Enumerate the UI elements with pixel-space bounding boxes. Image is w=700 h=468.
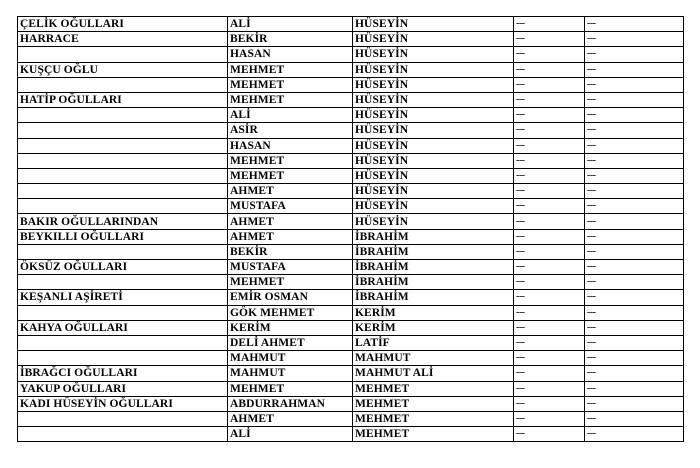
person-name-cell: HASAN: [228, 47, 353, 62]
father-name-cell: MEHMET: [353, 381, 514, 396]
blank-cell: ---: [514, 229, 585, 244]
table-row: [18, 290, 684, 305]
blank-cell: ---: [514, 290, 585, 305]
table-row: [18, 396, 684, 411]
table-row: [18, 351, 684, 366]
blank-cell: ---: [514, 366, 585, 381]
blank-cell: ---: [585, 244, 684, 259]
father-name-cell: HÜSEYİN: [353, 184, 514, 199]
blank-cell: ---: [514, 275, 585, 290]
person-name-cell: ASİR: [228, 123, 353, 138]
blank-cell: ---: [585, 92, 684, 107]
father-name-cell: LATİF: [353, 335, 514, 350]
clan-cell: [18, 335, 228, 350]
clan-cell: KADI HÜSEYİN OĞULLARI: [18, 396, 228, 411]
blank-cell: ---: [585, 381, 684, 396]
clan-cell: [18, 351, 228, 366]
blank-cell: ---: [585, 305, 684, 320]
table-row: [18, 320, 684, 335]
blank-cell: ---: [585, 17, 684, 32]
blank-cell: ---: [585, 411, 684, 426]
clan-cell: [18, 153, 228, 168]
clan-cell: [18, 184, 228, 199]
blank-cell: ---: [585, 335, 684, 350]
table-row: [18, 77, 684, 92]
table-row: [18, 199, 684, 214]
blank-cell: ---: [514, 335, 585, 350]
table-row: [18, 184, 684, 199]
blank-cell: ---: [514, 153, 585, 168]
table-row: [18, 260, 684, 275]
clan-cell: [18, 305, 228, 320]
table-row: [18, 305, 684, 320]
father-name-cell: HÜSEYİN: [353, 214, 514, 229]
blank-cell: ---: [585, 153, 684, 168]
father-name-cell: KERİM: [353, 320, 514, 335]
blank-cell: ---: [585, 32, 684, 47]
person-name-cell: ALİ: [228, 108, 353, 123]
blank-cell: ---: [514, 214, 585, 229]
blank-cell: ---: [585, 427, 684, 442]
table-row: [18, 381, 684, 396]
clan-cell: YAKUP OĞULLARI: [18, 381, 228, 396]
blank-cell: ---: [585, 184, 684, 199]
blank-cell: ---: [585, 275, 684, 290]
blank-cell: ---: [585, 366, 684, 381]
father-name-cell: HÜSEYİN: [353, 32, 514, 47]
blank-cell: ---: [514, 17, 585, 32]
blank-cell: ---: [585, 108, 684, 123]
blank-cell: ---: [514, 62, 585, 77]
person-name-cell: BEKİR: [228, 32, 353, 47]
person-name-cell: ALİ: [228, 17, 353, 32]
blank-cell: ---: [514, 244, 585, 259]
clan-cell: KUŞÇU OĞLU: [18, 62, 228, 77]
blank-cell: ---: [514, 305, 585, 320]
blank-cell: ---: [585, 396, 684, 411]
clan-cell: KEŞANLI AŞİRETİ: [18, 290, 228, 305]
table-row: [18, 229, 684, 244]
father-name-cell: İBRAHİM: [353, 275, 514, 290]
clan-cell: [18, 244, 228, 259]
person-name-cell: KERİM: [228, 320, 353, 335]
person-name-cell: MEHMET: [228, 92, 353, 107]
person-name-cell: MEHMET: [228, 62, 353, 77]
blank-cell: ---: [585, 138, 684, 153]
person-name-cell: MAHMUT: [228, 351, 353, 366]
clan-cell: HATİP OĞULLARI: [18, 92, 228, 107]
father-name-cell: KERİM: [353, 305, 514, 320]
table-row: [18, 138, 684, 153]
blank-cell: ---: [514, 123, 585, 138]
clan-cell: KAHYA OĞULLARI: [18, 320, 228, 335]
table-row: [18, 244, 684, 259]
person-name-cell: EMİR OSMAN: [228, 290, 353, 305]
clan-cell: [18, 108, 228, 123]
person-name-cell: MEHMET: [228, 77, 353, 92]
blank-cell: ---: [514, 260, 585, 275]
blank-cell: ---: [585, 47, 684, 62]
clan-cell: BAKIR OĞULLARINDAN: [18, 214, 228, 229]
blank-cell: ---: [514, 168, 585, 183]
person-name-cell: AHMET: [228, 214, 353, 229]
clan-cell: BEYKILLI OĞULLARI: [18, 229, 228, 244]
blank-cell: ---: [585, 351, 684, 366]
person-name-cell: GÖK MEHMET: [228, 305, 353, 320]
lineage-table: [17, 16, 684, 442]
table-row: [18, 92, 684, 107]
father-name-cell: MEHMET: [353, 396, 514, 411]
blank-cell: ---: [514, 427, 585, 442]
father-name-cell: MEHMET: [353, 411, 514, 426]
father-name-cell: HÜSEYİN: [353, 108, 514, 123]
document-page: [17, 16, 596, 441]
clan-cell: İBRAĞCI OĞULLARI: [18, 366, 228, 381]
father-name-cell: HÜSEYİN: [353, 17, 514, 32]
blank-cell: ---: [585, 168, 684, 183]
person-name-cell: AHMET: [228, 411, 353, 426]
father-name-cell: HÜSEYİN: [353, 199, 514, 214]
blank-cell: ---: [585, 214, 684, 229]
blank-cell: ---: [585, 260, 684, 275]
person-name-cell: ABDURRAHMAN: [228, 396, 353, 411]
father-name-cell: MEHMET: [353, 427, 514, 442]
blank-cell: ---: [585, 320, 684, 335]
blank-cell: ---: [585, 229, 684, 244]
blank-cell: ---: [514, 396, 585, 411]
table-row: [18, 275, 684, 290]
table-row: [18, 47, 684, 62]
blank-cell: ---: [585, 62, 684, 77]
person-name-cell: MUSTAFA: [228, 199, 353, 214]
father-name-cell: İBRAHİM: [353, 244, 514, 259]
father-name-cell: İBRAHİM: [353, 260, 514, 275]
father-name-cell: HÜSEYİN: [353, 168, 514, 183]
person-name-cell: MEHMET: [228, 381, 353, 396]
table-row: [18, 168, 684, 183]
blank-cell: ---: [514, 92, 585, 107]
father-name-cell: HÜSEYİN: [353, 77, 514, 92]
blank-cell: ---: [514, 138, 585, 153]
blank-cell: ---: [514, 47, 585, 62]
clan-cell: [18, 138, 228, 153]
blank-cell: ---: [514, 320, 585, 335]
person-name-cell: HASAN: [228, 138, 353, 153]
lineage-table-body: [18, 17, 684, 442]
table-row: [18, 335, 684, 350]
clan-cell: [18, 168, 228, 183]
person-name-cell: MAHMUT: [228, 366, 353, 381]
blank-cell: ---: [514, 199, 585, 214]
person-name-cell: MEHMET: [228, 275, 353, 290]
clan-cell: HARRACE: [18, 32, 228, 47]
father-name-cell: MAHMUT ALİ: [353, 366, 514, 381]
clan-cell: ÇELİK OĞULLARI: [18, 17, 228, 32]
blank-cell: ---: [585, 123, 684, 138]
table-row: [18, 108, 684, 123]
blank-cell: ---: [514, 77, 585, 92]
clan-cell: [18, 47, 228, 62]
blank-cell: ---: [585, 199, 684, 214]
person-name-cell: ALİ: [228, 427, 353, 442]
clan-cell: [18, 77, 228, 92]
person-name-cell: MEHMET: [228, 168, 353, 183]
table-row: [18, 153, 684, 168]
blank-cell: ---: [585, 77, 684, 92]
person-name-cell: MUSTAFA: [228, 260, 353, 275]
table-row: [18, 366, 684, 381]
father-name-cell: HÜSEYİN: [353, 153, 514, 168]
father-name-cell: HÜSEYİN: [353, 47, 514, 62]
table-row: [18, 32, 684, 47]
table-row: [18, 214, 684, 229]
table-row: [18, 123, 684, 138]
person-name-cell: BEKİR: [228, 244, 353, 259]
person-name-cell: AHMET: [228, 229, 353, 244]
clan-cell: [18, 427, 228, 442]
person-name-cell: AHMET: [228, 184, 353, 199]
father-name-cell: MAHMUT: [353, 351, 514, 366]
blank-cell: ---: [514, 32, 585, 47]
blank-cell: ---: [514, 351, 585, 366]
clan-cell: [18, 275, 228, 290]
father-name-cell: HÜSEYİN: [353, 138, 514, 153]
clan-cell: [18, 411, 228, 426]
blank-cell: ---: [514, 184, 585, 199]
father-name-cell: İBRAHİM: [353, 290, 514, 305]
father-name-cell: HÜSEYİN: [353, 123, 514, 138]
clan-cell: [18, 123, 228, 138]
table-row: [18, 17, 684, 32]
father-name-cell: İBRAHİM: [353, 229, 514, 244]
table-row: [18, 411, 684, 426]
person-name-cell: MEHMET: [228, 153, 353, 168]
father-name-cell: HÜSEYİN: [353, 62, 514, 77]
blank-cell: ---: [514, 108, 585, 123]
blank-cell: ---: [514, 381, 585, 396]
person-name-cell: DELİ AHMET: [228, 335, 353, 350]
father-name-cell: HÜSEYİN: [353, 92, 514, 107]
clan-cell: [18, 199, 228, 214]
clan-cell: ÖKSÜZ OĞULLARI: [18, 260, 228, 275]
blank-cell: ---: [514, 411, 585, 426]
blank-cell: ---: [585, 290, 684, 305]
table-row: [18, 427, 684, 442]
table-row: [18, 62, 684, 77]
